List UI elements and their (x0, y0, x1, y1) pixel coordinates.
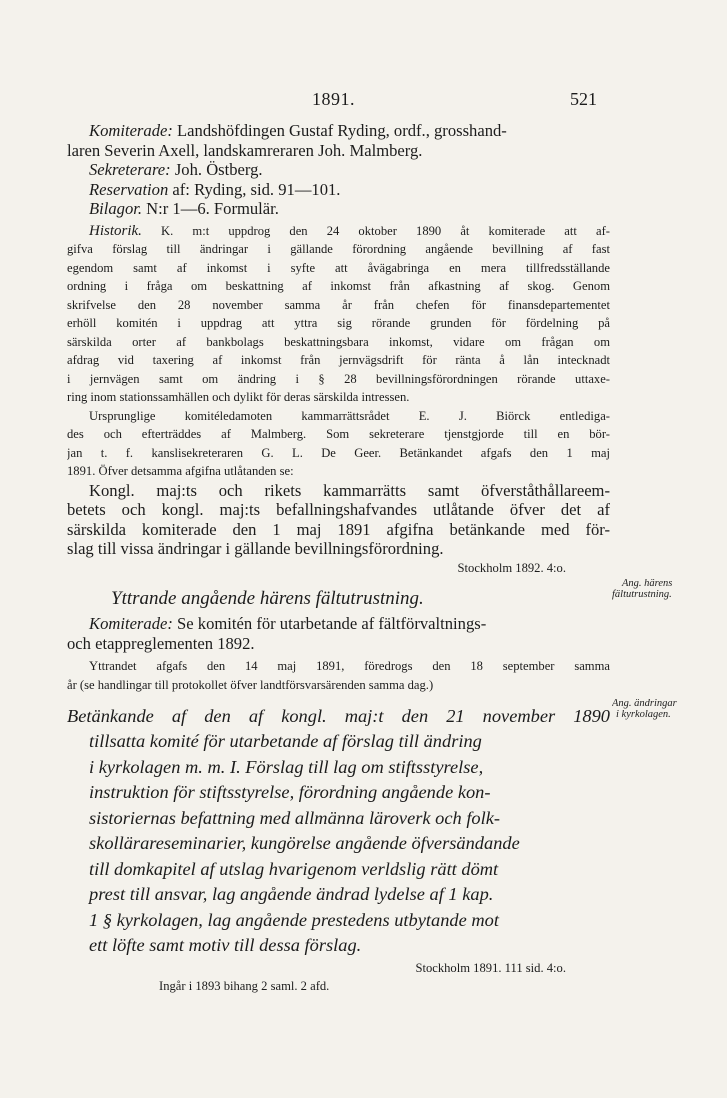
proposal-line: instruktion för stiftsstyrelse, förordning angående kon- (89, 782, 491, 802)
opinion-paragraph (67, 481, 610, 578)
proposal-line: till domkapitel af utslag hvarigenom verldslig rätt dömt (89, 858, 499, 879)
history-line: i jernvägen samt om ändring i § 28 bevillningsförordningen rörande uttaxe- (67, 371, 610, 386)
proposal-line: prest till ansvar, lag angående ändrad lydelse af 1 kap. (89, 884, 494, 904)
proposal-footnote: Ingår i 1893 bihang 2 saml. 2 afd. (159, 979, 330, 993)
committee-label: Komiterade: (89, 614, 173, 633)
proposal-imprint: Stockholm 1891. 111 sid. 4:o. (415, 960, 566, 975)
committee-label: Komiterade: (89, 121, 173, 140)
history-label: Historik. (89, 222, 142, 239)
note-line: Yttrandet afgafs den 14 maj 1891, föredrogs den 18 september samma (89, 659, 610, 673)
header-year: 1891. (312, 89, 355, 109)
committee-line (67, 121, 610, 141)
note-line: år (se handlingar till protokollet öfver landtförsvarsärenden samma dag.) (67, 677, 434, 692)
history-line: ordning i fråga om beskattning af inkomst från afkastning af skog. Genom (67, 279, 610, 293)
history-line: ring inom stationssamhällen och dylikt för deras särskilda intressen. (67, 390, 410, 404)
entry-title: Yttrande angående härens fältutrustning. (111, 588, 424, 609)
committee-reference: Se komitén för utarbetande af fältförvaltnings- (172, 614, 487, 633)
secretary-line (67, 160, 610, 180)
reservation-label: Reservation (89, 179, 169, 199)
margin-note-army: Ang. härens fältutrustning. (612, 578, 673, 600)
appendix-label: Bilagor. (89, 199, 143, 218)
proposal-line: skollärareseminarier, kungörelse angående öfversändande (89, 833, 520, 853)
proposal-line: sistoriernas befattning med allmänna läroverk och folk- (89, 807, 501, 828)
page-header (0, 89, 727, 111)
proposal-line: 1 § kyrkolagen, lag angående prestedens utbytande mot (89, 909, 499, 930)
history-line: skrifvelse den 28 november samma år från chefen för finansdepartementet (67, 297, 610, 312)
reservation-line (67, 180, 610, 200)
proposal-line: i kyrkolagen m. m. I. Förslag till lag om stiftsstyrelse, (89, 756, 484, 777)
entry-tax-committee (67, 121, 610, 577)
secretary-value: Joh. Östberg. (170, 160, 263, 179)
appendix-value: N:r 1—6. Formulär. (142, 199, 279, 218)
history-line: särskilda orter af bankbolags beskattningsbara inkomst, vidare om frågan om (67, 334, 610, 349)
members-line: Ursprunglige komitéledamoten kammarrättsrådet E. J. Biörck entlediga- (89, 408, 610, 423)
page-number: 521 (570, 89, 597, 109)
proposal-line: Betänkande af den af kongl. maj:t den 21 november 1890 (67, 705, 610, 726)
opinion-line: betets och kongl. maj:ts befallningshafvandes utlåtande öfver det af (67, 500, 610, 519)
history-line: egendom samt af inkomst i syfte att åvägabringa en mera tillfredsställande (67, 260, 610, 275)
history-line: Historik. K. m:t uppdrog den 24 oktober 1890 åt komiterade att af- (89, 222, 610, 239)
opinion-line: Kongl. maj:ts och rikets kammarrätts samt öfverståthållareem- (89, 480, 610, 500)
entry-church-law (67, 704, 610, 959)
members-line: des och efterträddes af Malmberg. Som sekreterare tjenstgjorde till en bör- (67, 427, 610, 441)
opinion-line: särskilda komiterade den 1 maj 1891 afgifna betänkande med för- (67, 519, 610, 539)
committee-line-2: och etappreglementen 1892. (67, 633, 255, 653)
secretary-label: Sekreterare: (89, 160, 171, 179)
opinion-imprint: Stockholm 1892. 4:o. (457, 560, 566, 575)
margin-note-church: Ang. ändringar i kyrkolagen. (612, 698, 677, 720)
entry-army-equipment (67, 587, 610, 694)
committee-names: Landshöfdingen Gustaf Ryding, ordf., grosshand- (172, 121, 507, 140)
members-line: jan t. f. kanslisekreteraren G. L. De Geer. Betänkandet afgafs den 1 maj (67, 445, 610, 460)
page-body (67, 121, 610, 996)
committee-line-2: laren Severin Axell, landskamreraren Joh. Malmberg. (67, 140, 423, 160)
history-paragraph (67, 222, 610, 407)
committee-line (67, 614, 610, 634)
history-line: gifva förslag till ändringar i gällande förordning angående bevillning af fast (67, 242, 610, 256)
members-paragraph (67, 407, 610, 481)
reservation-value: af: Ryding, sid. 91—101. (168, 179, 341, 199)
history-line: erhöll komitén i uppdrag att yttra sig rörande grunden för fördelning på (67, 316, 610, 330)
appendix-line (67, 199, 610, 219)
proposal-line: ett löfte samt motiv till dessa förslag. (89, 935, 362, 955)
history-line: afdrag vid taxering af inkomst från jernvägsdrift för ränta å lån intecknadt (67, 353, 610, 367)
opinion-line: slag till vissa ändringar i gällande bevillningsförordning. (67, 539, 444, 558)
members-line: 1891. Öfver detsamma afgifna utlåtanden se: (67, 464, 294, 478)
proposal-line: tillsatta komité för utarbetande af förslag till ändring (89, 731, 482, 751)
